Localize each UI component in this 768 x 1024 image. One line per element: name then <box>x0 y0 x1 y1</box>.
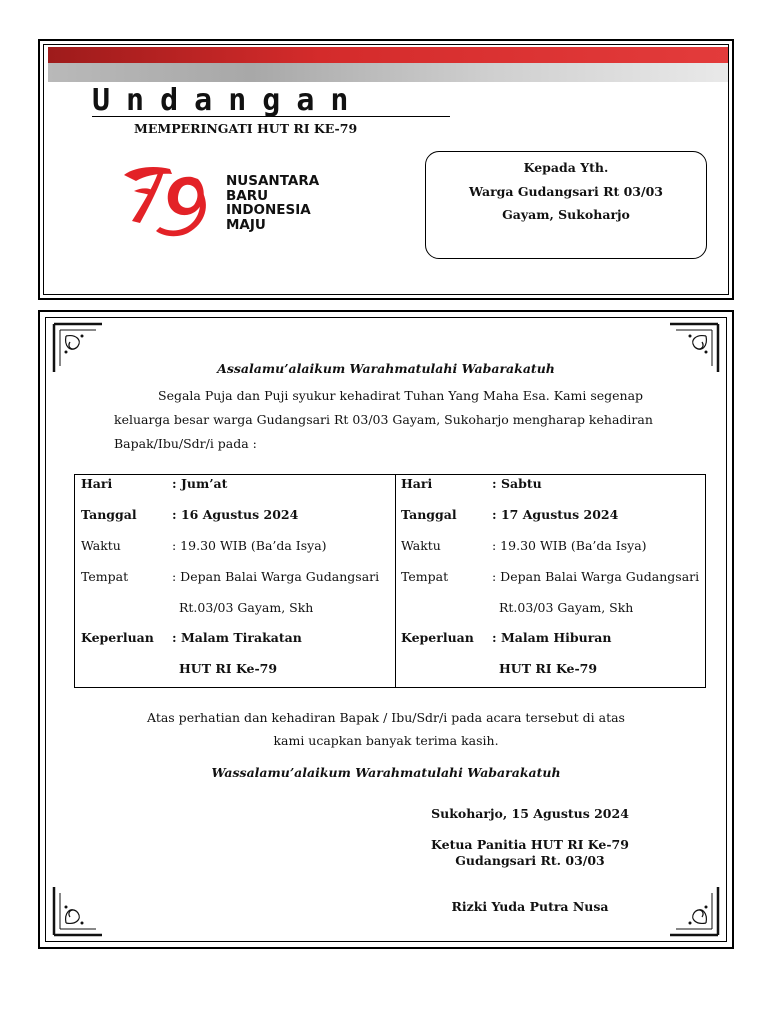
intro-line: keluarga besar warga Gudangsari Rt 03/03 Gayam, Sukoharjo mengharap kehadiran <box>114 412 653 427</box>
place-value-2: Rt.03/03 Gayam, Skh <box>499 600 634 615</box>
signature-place-date: Sukoharjo, 15 Agustus 2024 <box>431 806 629 821</box>
logo-line: BARU <box>226 187 269 204</box>
purpose-value: : Malam Hiburan <box>492 630 612 645</box>
intro-line: Bapak/Ibu/Sdr/i pada : <box>114 436 257 451</box>
day-value: : Jum’at <box>172 476 228 491</box>
schedule-divider <box>395 475 396 687</box>
closing-line: kami ucapkan banyak terima kasih. <box>273 733 499 748</box>
purpose-value: : Malam Tirakatan <box>172 630 302 645</box>
place-value: : Depan Balai Warga Gudangsari <box>172 569 380 584</box>
opening-greeting: Assalamu’alaikum Warahmatulahi Wabarakatuh <box>217 361 555 376</box>
purpose-value-2: HUT RI Ke-79 <box>499 661 598 676</box>
day-label: Hari <box>401 476 433 491</box>
schedule-table <box>74 474 706 688</box>
intro-line: Segala Puja dan Puji syukur kehadirat Tuhan Yang Maha Esa. Kami segenap <box>158 388 644 403</box>
purpose-label: Keperluan <box>81 630 154 645</box>
hut-ri-79-logo-icon <box>120 161 220 239</box>
logo-line: INDONESIA <box>226 202 311 218</box>
recipient-address: Gayam, Sukoharjo <box>502 207 630 222</box>
time-label: Waktu <box>81 538 121 553</box>
day-label: Hari <box>81 476 113 491</box>
time-label: Waktu <box>401 538 441 553</box>
gray-ribbon <box>48 63 728 82</box>
time-value: : 19.30 WIB (Ba’da Isya) <box>492 538 647 553</box>
intro-paragraph <box>114 384 674 456</box>
date-label: Tanggal <box>81 507 137 522</box>
date-value: : 17 Agustus 2024 <box>492 507 619 522</box>
invitation-card <box>38 310 734 949</box>
invitation-title: Undangan <box>92 86 450 117</box>
signature-role: Ketua Panitia HUT RI Ke-79 <box>431 837 629 852</box>
purpose-label: Keperluan <box>401 630 474 645</box>
place-value: : Depan Balai Warga Gudangsari <box>492 569 700 584</box>
corner-ornament-icon <box>52 881 108 937</box>
corner-ornament-icon <box>664 881 720 937</box>
recipient-box <box>425 151 707 259</box>
time-value: : 19.30 WIB (Ba’da Isya) <box>172 538 327 553</box>
logo-line: MAJU <box>226 216 266 233</box>
place-label: Tempat <box>81 569 129 584</box>
invitation-subtitle: MEMPERINGATI HUT RI KE-79 <box>134 121 358 136</box>
header-card <box>38 39 734 300</box>
closing-line: Atas perhatian dan kehadiran Bapak / Ibu/Sdr/i pada acara tersebut di atas <box>147 710 625 725</box>
place-label: Tempat <box>401 569 449 584</box>
logo-wordmark <box>226 174 319 232</box>
closing-paragraph <box>40 706 732 752</box>
recipient-salutation: Kepada Yth. <box>523 160 609 175</box>
signature-role-2: Gudangsari Rt. 03/03 <box>455 853 605 868</box>
day-value: : Sabtu <box>492 476 542 491</box>
signature-name: Rizki Yuda Putra Nusa <box>451 899 609 914</box>
recipient-name: Warga Gudangsari Rt 03/03 <box>469 184 663 199</box>
closing-greeting: Wassalamu’alaikum Warahmatulahi Wabarakatuh <box>211 765 561 780</box>
date-label: Tanggal <box>401 507 457 522</box>
place-value-2: Rt.03/03 Gayam, Skh <box>179 600 314 615</box>
logo-line: NUSANTARA <box>226 173 320 189</box>
purpose-value-2: HUT RI Ke-79 <box>179 661 278 676</box>
date-value: : 16 Agustus 2024 <box>172 507 299 522</box>
